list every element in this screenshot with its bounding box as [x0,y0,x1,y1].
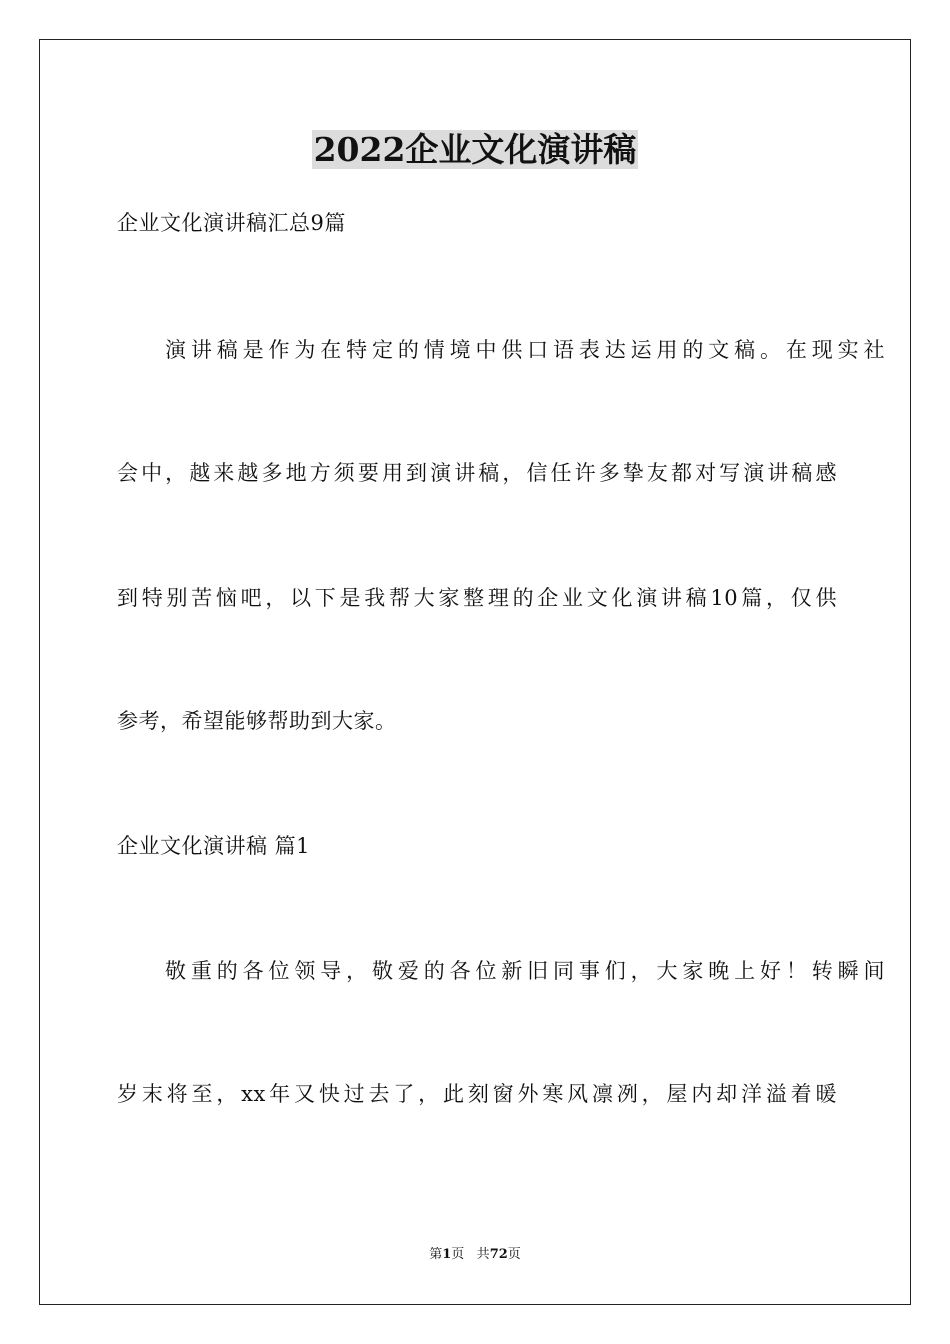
paragraph-line: 敬重的各位领导，敬爱的各位新旧同事们，大家晚上好！转瞬间 [165,959,885,983]
paragraph-line: 参考，希望能够帮助到大家。 [117,709,397,733]
paragraph-line: 到特别苦恼吧，以下是我帮大家整理的企业文化演讲稿10篇，仅供 [117,586,837,610]
footer-total-prefix: 共 [476,1247,490,1262]
page-footer [0,1246,950,1264]
footer-prefix: 第 [429,1247,443,1262]
footer-total-pages: 72 [489,1247,508,1262]
section-heading: 企业文化演讲稿 篇1 [117,834,311,858]
paragraph-line: 演讲稿是作为在特定的情境中供口语表达运用的文稿。在现实社 [165,338,885,362]
document-title [0,128,950,172]
footer-page-suffix: 页 [451,1247,465,1262]
subtitle-line: 企业文化演讲稿汇总9篇 [117,211,346,235]
paragraph-line: 会中，越来越多地方须要用到演讲稿，信任许多挚友都对写演讲稿感 [117,461,837,485]
footer-page-number: 1 [442,1247,452,1262]
footer-total-suffix: 页 [507,1247,521,1262]
paragraph-line: 岁末将至，xx年又快过去了，此刻窗外寒风凛冽，屋内却洋溢着暖 [117,1082,837,1106]
document-title-text: 2022企业文化演讲稿 [313,130,637,169]
